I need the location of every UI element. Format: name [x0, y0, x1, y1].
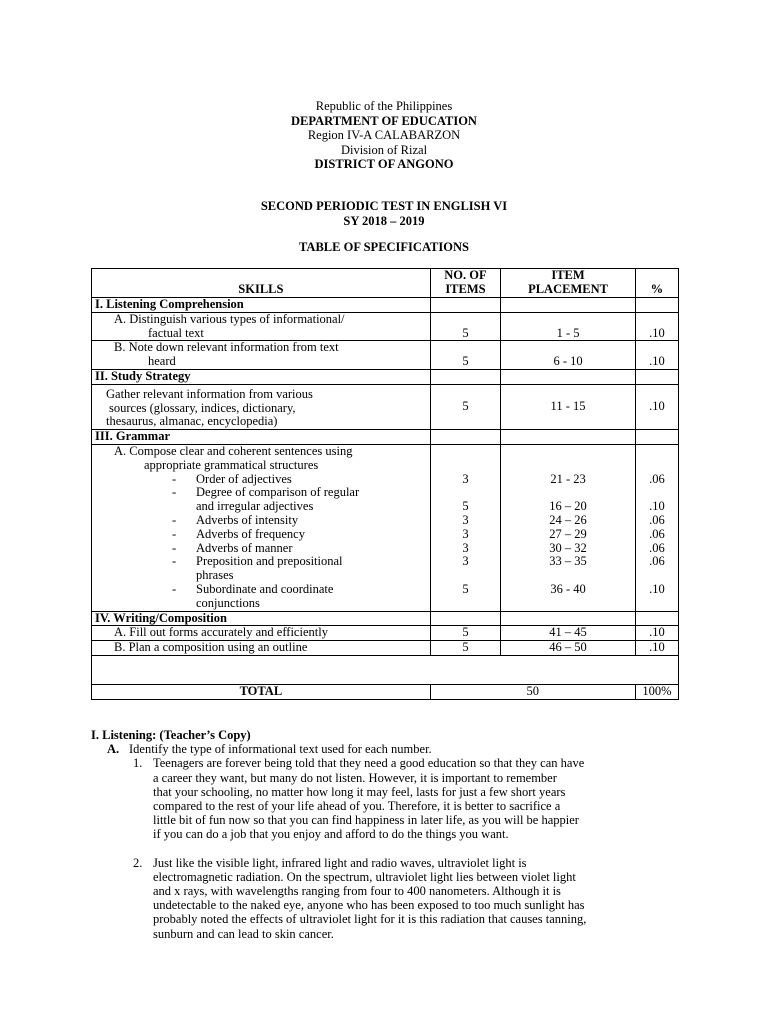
- table-row: [92, 641, 679, 656]
- items-cell: 5: [430, 641, 500, 656]
- section-row-grammar: [92, 430, 679, 445]
- table-header-row: [92, 269, 679, 298]
- items-cell: 5: [430, 384, 500, 429]
- table-row: [92, 341, 679, 370]
- grammar-item: Order of adjectives: [196, 471, 292, 486]
- placement-cell: 6 - 10: [501, 341, 636, 370]
- placement-cell: 1 - 5: [501, 312, 636, 341]
- grammar-item: Degree of comparison of regular: [196, 485, 360, 500]
- placement-cell: 46 – 50: [501, 641, 636, 656]
- skill-cell: A. Compose clear and coherent sentences using appropriate grammatical structures - Order of adjectives - Degree of comparison of regular and irregular adjectives - Adverbs of intensity - Adverbs of frequency - Adverbs of manner - Preposition and prepositional phrases - Subordinate and coordinate conjunctions: [92, 444, 431, 611]
- skill-cell: B. Note down relevant information from text heard: [92, 341, 431, 370]
- tos-title: TABLE OF SPECIFICATIONS: [299, 240, 469, 254]
- republic-line: Republic of the Philippines: [315, 99, 453, 113]
- percent-cell: .10: [635, 641, 678, 656]
- placement-cell: 41 – 45: [501, 626, 636, 641]
- percent-cell: .10: [635, 626, 678, 641]
- test-body: [91, 728, 691, 941]
- section-title: IV. Writing/Composition: [92, 611, 431, 626]
- grammar-item: Adverbs of intensity: [196, 512, 299, 527]
- empty-row: [92, 655, 679, 684]
- section-row-listening: [92, 298, 679, 313]
- items-cell: 3 5 3 3 3 3 5: [430, 444, 500, 611]
- section-heading: I. Listening: (Teacher’s Copy): [91, 728, 251, 742]
- placement-cell: 21 - 23 16 – 20 24 – 26 27 – 29 30 – 32 33 – 35 36 - 40: [501, 444, 636, 611]
- specifications-table: [91, 268, 679, 700]
- percent-cell: .06 .10 .06 .06 .06 .06 .10: [635, 444, 678, 611]
- school-year: SY 2018 – 2019: [343, 213, 425, 228]
- items-cell: 5: [430, 626, 500, 641]
- letterhead: [0, 99, 768, 172]
- grammar-item: Preposition and prepositional: [196, 554, 343, 569]
- section-row-writing: [92, 611, 679, 626]
- section-row-study-strategy: [92, 369, 679, 384]
- items-cell: 5: [430, 312, 500, 341]
- placement-cell: 11 - 15: [501, 384, 636, 429]
- instruction: A. Identify the type of informational text used for each number.: [107, 742, 432, 757]
- region-line: Region IV-A CALABARZON: [307, 128, 461, 142]
- percent-cell: .10: [635, 384, 678, 429]
- percent-cell: .10: [635, 312, 678, 341]
- test-title: SECOND PERIODIC TEST IN ENGLISH VI: [260, 199, 508, 213]
- header-items: NO. OF ITEMS: [430, 269, 500, 298]
- grammar-item: Adverbs of manner: [196, 540, 293, 555]
- table-row: [92, 626, 679, 641]
- grammar-item: Adverbs of frequency: [196, 526, 305, 541]
- header-placement: ITEM PLACEMENT: [501, 269, 636, 298]
- district-line: DISTRICT OF ANGONO: [314, 157, 454, 171]
- total-items: 50: [430, 684, 635, 699]
- skill-cell: B. Plan a composition using an outline: [92, 641, 431, 656]
- total-row: [92, 684, 679, 699]
- section-title: III. Grammar: [92, 430, 431, 445]
- percent-cell: .10: [635, 341, 678, 370]
- table-row: [92, 312, 679, 341]
- header-percent: %: [635, 269, 678, 298]
- skill-cell: Gather relevant information from various sources (glossary, indices, dictionary, thesaurus, almanac, encyclopedia): [92, 384, 431, 429]
- skill-cell: A. Fill out forms accurately and efficiently: [92, 626, 431, 641]
- passage-1: 1. Teenagers are forever being told that they need a good education so that they can have a career they want, but many do not listen. However, it is important to remember that your schooling, no matter how long it may feel, lasts for just a few short years compared to the rest of your life ahead of you. Therefore, it is better to sacrifice a little bit of fun now so that you can find happiness in later life, as you will be happier if you can do a job that you enjoy and afford to do the things you want.: [133, 756, 585, 842]
- section-title: II. Study Strategy: [92, 369, 431, 384]
- test-title-block: [0, 199, 768, 228]
- total-percent: 100%: [635, 684, 678, 699]
- table-row: [92, 384, 679, 429]
- table-row: [92, 444, 679, 611]
- division-line: Division of Rizal: [340, 142, 428, 157]
- passage-2: 2. Just like the visible light, infrared light and radio waves, ultraviolet light is electromagnetic radiation. On the spectrum, ultraviolet light lies between violet light and x rays, with wavelengths ranging from four to 400 nanometers. Although it is undetectable to the naked eye, anyone who has been exposed to too much sunlight has probably noted the effects of ultraviolet light for it is this radiation that causes tanning, sunburn and can lead to skin cancer.: [133, 855, 587, 941]
- department-line: DEPARTMENT OF EDUCATION: [291, 113, 477, 128]
- total-label: TOTAL: [92, 684, 431, 699]
- skill-cell: A. Distinguish various types of informational/ factual text: [92, 312, 431, 341]
- grammar-item: Subordinate and coordinate: [196, 581, 334, 596]
- section-title: I. Listening Comprehension: [92, 298, 431, 313]
- header-skills: SKILLS: [92, 269, 431, 298]
- items-cell: 5: [430, 341, 500, 370]
